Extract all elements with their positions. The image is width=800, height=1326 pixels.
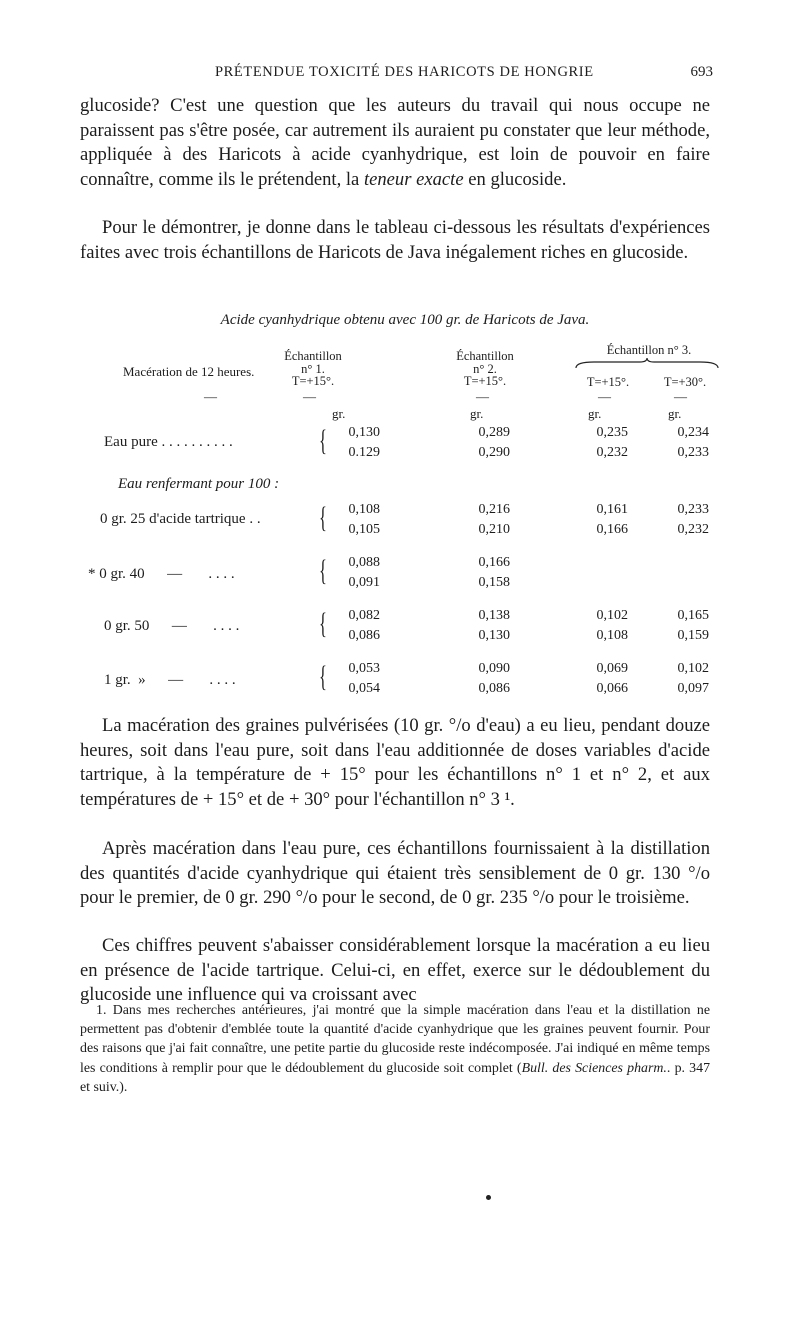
header-col3a-l3: T=+15°. — [586, 375, 630, 389]
table-cell: 0.129 — [348, 445, 380, 460]
table-subhead — [118, 476, 279, 493]
table-cell: 0,233 — [677, 445, 709, 460]
paragraph-1-text: glucoside? C'est une question que les auteurs du travail qui nous occupe ne paraissent pas s'être posée, car autrement ils auraient pu constater que leur méthode, appliquée à des Haricots à acide cyanhydrique, est loin de pouvoir en faire connaître, comme ils le prétendent, la — [80, 95, 710, 190]
header-col2-l1: Échantillon — [456, 349, 514, 363]
ink-dot — [486, 1195, 491, 1200]
paragraph-1-end: en glucoside. — [463, 168, 567, 190]
row-label-025: 0 gr. 25 d'acide tartrique . . — [100, 511, 261, 527]
table-cell: 0,105 — [348, 522, 380, 537]
row-label-1gr: 1 gr. » — . . . . — [104, 672, 236, 688]
table-cell: 0,102 — [677, 661, 709, 676]
footnote-end: . p. 347 et suiv.). — [80, 1060, 711, 1095]
dash-col3a: — — [598, 389, 611, 404]
table-cell: 0,290 — [478, 445, 510, 460]
table-cell: 0,235 — [596, 425, 628, 440]
row-label-050: 0 gr. 50 — . . . . — [104, 618, 240, 634]
table-cell: 0,088 — [348, 555, 380, 570]
header-col2-l2: n° 2. — [473, 361, 497, 376]
header-col1-l1: Échantillon — [284, 349, 342, 363]
table-cell: 0,091 — [348, 575, 380, 590]
page-number: 693 — [690, 64, 713, 80]
table-cell: 0,108 — [596, 628, 628, 643]
table-cell: 0,108 — [348, 502, 380, 517]
paragraph-2: Pour le démontrer, je donne dans le tableau ci-dessous les résultats d'expériences faites avec trois échantillons de Haricots de Java inégalement riches en glucoside. — [80, 217, 710, 263]
paragraph-5: Ces chiffres peuvent s'abaisser considérablement lorsque la macération a eu lieu en présence de l'acide tartrique. Celui-ci, en effet, exerce sur le dédoublement du glucoside une influence qui va croissant avec — [80, 935, 710, 1006]
table-cell: 0,289 — [478, 425, 510, 440]
table-cell: 0,232 — [677, 522, 709, 537]
table-cell: 0,097 — [677, 681, 709, 696]
table-cell: 0,130 — [348, 425, 380, 440]
unit-col1: gr. — [332, 406, 346, 421]
table-cell: 0,130 — [478, 628, 510, 643]
footnote — [80, 1001, 710, 1097]
table-cell: 0,102 — [596, 608, 628, 623]
table-cell: 0,054 — [348, 681, 380, 696]
table-cell: 0,166 — [596, 522, 628, 537]
table-cell: 0,166 — [478, 555, 510, 570]
table-cell: 0,232 — [596, 445, 628, 460]
header-col3-brace — [574, 358, 720, 370]
table-cell: 0,210 — [478, 522, 510, 537]
header-col2-l3: T=+15°. — [463, 374, 507, 388]
table-cell: 0,138 — [478, 608, 510, 623]
header-col2 — [430, 350, 540, 388]
paragraph-1-italic: teneur exacte — [363, 168, 464, 190]
dash-label: — — [204, 389, 217, 404]
unit-col2: gr. — [470, 406, 484, 421]
table-subhead-text: Eau renfermant pour 100 : — [118, 476, 280, 492]
row-label-eau-pure: Eau pure . . . . . . . . . . — [104, 434, 233, 450]
footnote-text: 1. Dans mes recherches antérieures, j'ai montré que la simple macération dans l'eau et la distillation ne permettent pas d'obtenir d'emblée toute la quantité d'acide cyanhydrique que les graines peuvent fournir. Pour des raisons que j'ai fait connaître, une petite partie du glucoside reste indécomposée. J'ai indiqué en même temps les conditions à remplir pour que le dédoublement du glucoside soit complet ( — [80, 1003, 710, 1076]
paragraph-4: Après macération dans l'eau pure, ces échantillons fournissaient à la distillation des quantités d'acide cyanhydrique qui étaient très sensiblement de 0 gr. 130 °/o pour le premier, de 0 gr. 290 °/o pour le second, de 0 gr. 235 °/o pour le troisième. — [80, 838, 710, 909]
footnote-italic: Bull. des Sciences pharm. — [521, 1060, 667, 1076]
table-cell: 0,216 — [478, 502, 510, 517]
table-cell: 0,082 — [348, 608, 380, 623]
row-brace: { — [319, 554, 327, 587]
unit-col3b: gr. — [668, 406, 682, 421]
table-cell: 0,165 — [677, 608, 709, 623]
row-brace: { — [319, 424, 327, 457]
table-cell: 0,069 — [596, 661, 628, 676]
table-cell: 0,233 — [677, 502, 709, 517]
table-cell: 0,086 — [348, 628, 380, 643]
header-col3: Échantillon n° 3. — [606, 343, 692, 357]
running-head-title: PRÉTENDUE TOXICITÉ DES HARICOTS DE HONGRIE — [215, 64, 594, 80]
table-cell: 0,158 — [478, 575, 510, 590]
row-label-040: * 0 gr. 40 — . . . . — [88, 566, 235, 582]
paragraph-1 — [80, 94, 710, 192]
table-caption: Acide cyanhydrique obtenu avec 100 gr. de Haricots de Java. — [220, 312, 590, 328]
header-col3b-l3: T=+30°. — [663, 375, 707, 389]
table-cell: 0,234 — [677, 425, 709, 440]
running-head — [105, 64, 713, 86]
row-brace: { — [319, 501, 327, 534]
unit-col3a: gr. — [588, 406, 602, 421]
header-col1-l2: n° 1. — [301, 361, 325, 376]
dash-col2: — — [476, 389, 489, 404]
table-cell: 0,086 — [478, 681, 510, 696]
table-cell: 0,066 — [596, 681, 628, 696]
table-cell: 0,090 — [478, 661, 510, 676]
header-row-label: Macération de 12 heures. — [123, 364, 255, 379]
table-cell: 0,159 — [677, 628, 709, 643]
dash-col3b: — — [674, 389, 687, 404]
row-brace: { — [319, 660, 327, 693]
header-col1 — [258, 350, 368, 388]
header-col1-l3: T=+15°. — [291, 374, 335, 388]
row-brace: { — [319, 607, 327, 640]
table-cell: 0,161 — [596, 502, 628, 517]
dash-col1: — — [303, 389, 316, 404]
paragraph-3: La macération des graines pulvérisées (10 gr. °/o d'eau) a eu lieu, pendant douze heures, soit dans l'eau pure, soit dans l'eau additionnée de doses variables d'acide tartrique, à la température de + 15° pour les échantillons n° 1 et n° 2, et aux températures de + 15° et de + 30° pour l'échantillon n° 3 ¹. — [80, 715, 710, 810]
table-cell: 0,053 — [348, 661, 380, 676]
